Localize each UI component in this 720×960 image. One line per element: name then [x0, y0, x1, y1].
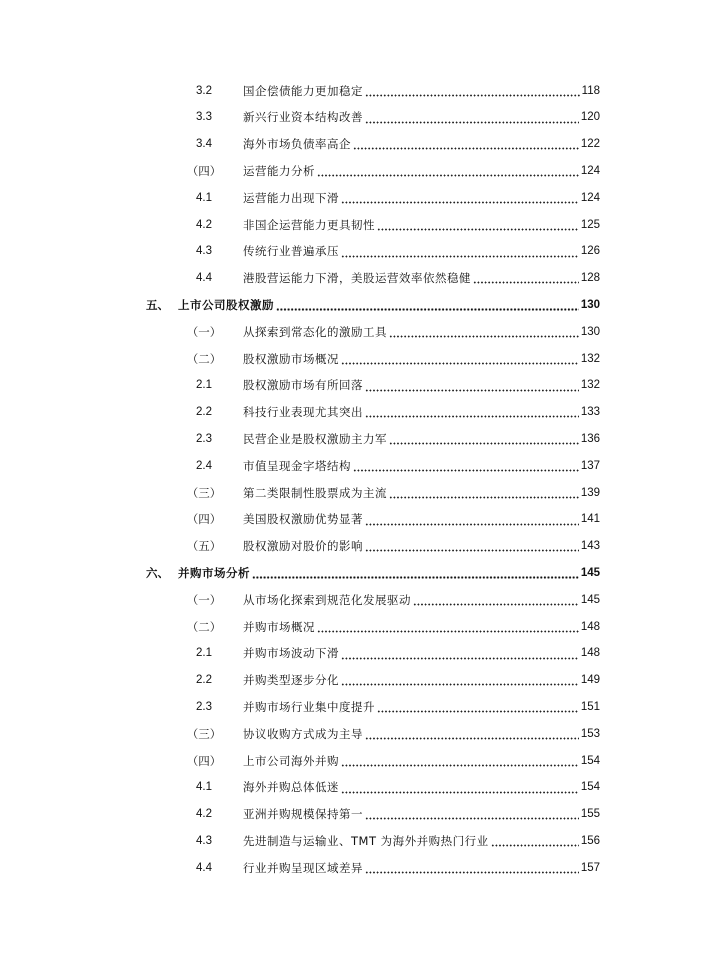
toc-entry[interactable] [0, 721, 720, 748]
toc-entry[interactable] [0, 828, 720, 855]
toc-entry-title[interactable]: 港股营运能力下滑，美股运营效率依然稳健 [243, 271, 471, 286]
toc-entry-number: 2.4 [196, 459, 212, 472]
dot-leader [365, 86, 580, 97]
toc-entry-body [243, 860, 600, 875]
toc-entry[interactable] [0, 132, 720, 159]
toc-entry-body [243, 809, 600, 821]
toc-entry-page-number: 156 [580, 834, 600, 847]
toc-entry-body [243, 782, 600, 794]
toc-entry-body [243, 166, 600, 178]
toc-entry-body [243, 541, 600, 553]
toc-entry-number: （四） [186, 164, 222, 179]
toc-entry-number: 4.4 [196, 861, 212, 874]
toc-entry-number: （三） [186, 726, 222, 741]
dot-leader [341, 649, 579, 660]
dot-leader [365, 729, 579, 740]
toc-entry[interactable] [0, 587, 720, 614]
toc-entry-number: 4.2 [196, 808, 212, 821]
dot-leader [341, 247, 579, 258]
dot-leader [389, 434, 579, 445]
toc-entry-title[interactable]: 海外市场负债率高企 [243, 137, 351, 152]
toc-entry-number: 3.4 [196, 138, 212, 151]
toc-entry-number: 2.3 [196, 433, 212, 445]
toc-entry-page-number: 126 [580, 245, 600, 258]
toc-entry-number: 3.2 [196, 84, 212, 97]
dot-leader [276, 300, 579, 311]
toc-entry-body [243, 648, 600, 660]
toc-chapter-entry[interactable] [0, 560, 720, 587]
toc-entry-page-number: 155 [580, 808, 600, 821]
toc-entry[interactable] [0, 534, 720, 561]
toc-entry-number: （四） [186, 512, 222, 527]
toc-entry-body [243, 407, 600, 419]
toc-entry-title[interactable]: 海外并购总体低迷 [243, 780, 339, 795]
toc-entry-page-number: 154 [580, 754, 600, 767]
dot-leader [341, 675, 579, 686]
toc-entry-title[interactable]: 并购市场概况 [243, 619, 315, 634]
toc-entry-body [178, 565, 600, 580]
toc-entry-title[interactable]: 股权激励对股价的影响 [243, 539, 363, 554]
toc-entry[interactable] [0, 641, 720, 668]
toc-entry[interactable] [0, 480, 720, 507]
toc-entry-title[interactable]: 并购市场分析 [178, 565, 250, 580]
toc-entry[interactable] [0, 507, 720, 534]
dot-leader [317, 166, 579, 177]
toc-entry[interactable] [0, 426, 720, 453]
toc-entry-body [243, 485, 600, 500]
dot-leader [341, 756, 579, 767]
toc-entry-body [243, 139, 600, 151]
dot-leader [341, 783, 579, 794]
toc-entry-number: （四） [186, 753, 222, 768]
dot-leader [365, 809, 579, 820]
toc-entry[interactable] [0, 158, 720, 185]
toc-entry-page-number: 151 [580, 700, 600, 713]
toc-entry-body [243, 514, 600, 526]
table-of-contents [0, 78, 720, 882]
toc-entry-body [243, 434, 600, 446]
toc-entry-title[interactable]: 非国企运营能力更具韧性 [243, 217, 375, 232]
toc-entry-number: 2.2 [196, 674, 212, 687]
dot-leader [377, 702, 579, 713]
dot-leader [317, 622, 579, 633]
dot-leader [252, 568, 579, 579]
toc-entry-body [243, 699, 600, 714]
toc-entry-page-number: 139 [580, 486, 600, 499]
toc-entry-body [243, 753, 600, 768]
toc-entry-page-number: 122 [580, 138, 600, 151]
toc-entry[interactable] [0, 614, 720, 641]
toc-entry[interactable] [0, 346, 720, 373]
dot-leader [491, 836, 579, 847]
toc-entry[interactable] [0, 78, 720, 105]
toc-entry-number: （二） [186, 619, 222, 634]
toc-entry-body [243, 190, 600, 205]
toc-entry-title[interactable]: 并购市场行业集中度提升 [243, 699, 375, 714]
toc-entry[interactable] [0, 266, 720, 293]
toc-entry-body [243, 246, 600, 258]
toc-entry[interactable] [0, 855, 720, 882]
dot-leader [341, 354, 579, 365]
toc-entry-page-number: 130 [580, 325, 600, 338]
toc-entry-body [243, 726, 600, 741]
dot-leader [377, 220, 579, 231]
toc-entry[interactable] [0, 694, 720, 721]
toc-entry-body [243, 380, 600, 392]
toc-entry-title[interactable]: 第二类限制性股票成为主流 [243, 485, 387, 500]
toc-entry-number: 2.2 [196, 406, 212, 419]
toc-entry-number: （五） [186, 539, 222, 554]
toc-entry-body [243, 217, 600, 232]
toc-entry-body [243, 324, 600, 339]
toc-entry-number: 3.3 [196, 111, 212, 124]
toc-entry-number: 2.1 [196, 379, 212, 392]
toc-entry-page-number: 148 [580, 620, 600, 633]
toc-entry-title[interactable]: 从探索到常态化的激励工具 [243, 324, 387, 339]
dot-leader [365, 515, 579, 526]
toc-entry-number: 4.3 [196, 834, 212, 847]
toc-entry-page-number: 130 [580, 299, 600, 312]
toc-entry-body [243, 273, 600, 285]
toc-entry[interactable] [0, 239, 720, 266]
toc-entry-number: 2.1 [196, 647, 212, 660]
toc-entry-title[interactable]: 民营企业是股权激励主力军 [243, 432, 387, 446]
toc-entry-page-number: 124 [580, 191, 600, 204]
dot-leader [365, 863, 579, 874]
dot-leader [389, 488, 579, 499]
dot-leader [365, 541, 579, 552]
toc-entry-body [243, 112, 600, 124]
dot-leader [341, 193, 579, 204]
toc-entry[interactable] [0, 185, 720, 212]
toc-entry-title[interactable]: 科技行业表现尤其突出 [243, 405, 363, 420]
toc-entry-page-number: 132 [580, 379, 600, 392]
toc-entry-number: （一） [186, 592, 222, 607]
toc-entry[interactable] [0, 668, 720, 695]
toc-entry-page-number: 136 [580, 433, 600, 445]
toc-entry-title[interactable]: 上市公司海外并购 [243, 753, 339, 768]
toc-entry-body [243, 351, 600, 366]
toc-entry-page-number: 128 [580, 272, 600, 285]
toc-entry-body [178, 300, 600, 312]
dot-leader [473, 273, 579, 284]
toc-entry-number: 2.3 [196, 700, 212, 713]
toc-entry[interactable] [0, 748, 720, 775]
toc-entry-page-number: 125 [580, 218, 600, 231]
dot-leader [365, 407, 579, 418]
toc-entry-number: 4.1 [196, 191, 212, 204]
toc-entry[interactable] [0, 212, 720, 239]
toc-entry-title[interactable]: 股权激励市场概况 [243, 351, 339, 366]
toc-entry-title[interactable]: 并购类型逐步分化 [243, 673, 339, 688]
toc-entry-body [243, 592, 600, 607]
toc-entry-number: 4.2 [196, 218, 212, 231]
toc-entry[interactable] [0, 319, 720, 346]
toc-entry-title[interactable]: 新兴行业资本结构改善 [243, 110, 363, 125]
toc-entry-page-number: 143 [580, 540, 600, 553]
toc-entry-page-number: 132 [580, 352, 600, 365]
toc-entry-body [243, 619, 600, 634]
toc-entry-body [243, 458, 600, 473]
toc-entry-page-number: 149 [580, 674, 600, 687]
dot-leader [353, 139, 579, 150]
toc-entry-page-number: 124 [580, 165, 600, 178]
toc-entry[interactable] [0, 775, 720, 802]
toc-entry-number: 4.1 [196, 781, 212, 794]
toc-entry-number: （三） [186, 485, 222, 500]
toc-entry-title[interactable]: 股权激励市场有所回落 [243, 378, 363, 393]
toc-entry-page-number: 120 [580, 111, 600, 124]
toc-entry-title[interactable]: 运营能力分析 [243, 164, 315, 179]
toc-entry-page-number: 141 [580, 513, 600, 526]
dot-leader [413, 595, 579, 606]
toc-entry-title[interactable]: 从市场化探索到规范化发展驱动 [243, 592, 411, 607]
toc-entry[interactable] [0, 802, 720, 829]
toc-entry-page-number: 145 [580, 566, 600, 579]
toc-entry-title[interactable]: 美国股权激励优势显著 [243, 512, 363, 527]
toc-entry-page-number: 137 [580, 459, 600, 472]
toc-entry-page-number: 118 [581, 84, 600, 97]
toc-entry-title[interactable]: 国企偿债能力更加稳定 [243, 83, 363, 98]
toc-entry-number: （二） [186, 351, 222, 366]
toc-entry-page-number: 153 [580, 727, 600, 740]
toc-entry-number: （一） [186, 324, 222, 339]
toc-entry-body [243, 833, 600, 848]
toc-entry-title[interactable]: 协议收购方式成为主导 [243, 726, 363, 741]
toc-entry-title[interactable]: 先进制造与运输业、TMT 为海外并购热门行业 [243, 833, 489, 848]
toc-entry-page-number: 148 [580, 647, 600, 660]
toc-entry-title[interactable]: 行业并购呈现区域差异 [243, 860, 363, 875]
toc-entry-title[interactable]: 亚洲并购规模保持第一 [243, 807, 363, 822]
toc-entry-number: 五、 [146, 298, 169, 313]
toc-entry-page-number: 145 [580, 593, 600, 606]
toc-entry-number: 4.3 [196, 245, 212, 258]
toc-entry-number: 4.4 [196, 272, 212, 285]
toc-entry-body [243, 675, 600, 687]
toc-entry-body [243, 83, 600, 98]
toc-entry-page-number: 157 [580, 861, 600, 874]
dot-leader [365, 381, 579, 392]
toc-entry-title[interactable]: 市值呈现金字塔结构 [243, 458, 351, 473]
toc-entry[interactable] [0, 400, 720, 427]
toc-entry-title[interactable]: 传统行业普遍承压 [243, 244, 339, 259]
toc-entry[interactable] [0, 105, 720, 132]
dot-leader [353, 461, 579, 472]
toc-entry[interactable] [0, 453, 720, 480]
toc-entry-title[interactable]: 上市公司股权激励 [178, 298, 274, 313]
toc-entry-title[interactable]: 运营能力出现下滑 [243, 190, 339, 205]
toc-entry-page-number: 154 [580, 781, 600, 794]
toc-entry-page-number: 133 [580, 406, 600, 419]
toc-entry[interactable] [0, 373, 720, 400]
dot-leader [365, 113, 579, 124]
dot-leader [389, 327, 579, 338]
toc-entry-title[interactable]: 并购市场波动下滑 [243, 646, 339, 661]
toc-chapter-entry[interactable] [0, 292, 720, 319]
toc-entry-number: 六、 [146, 565, 169, 580]
